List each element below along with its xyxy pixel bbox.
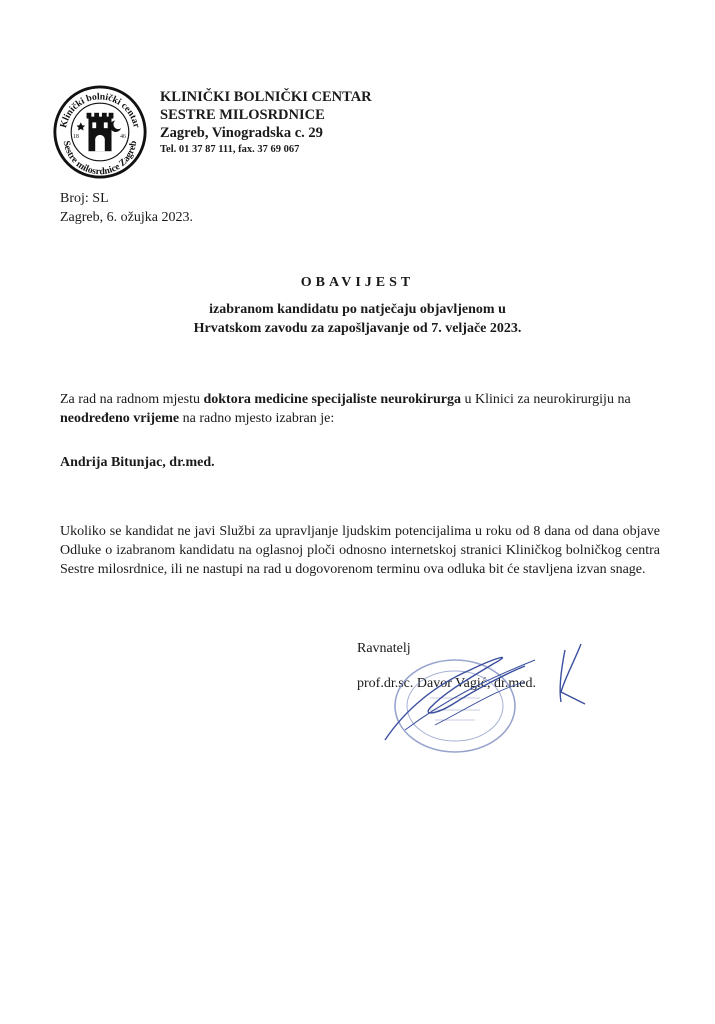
- selection-paragraph: [60, 390, 660, 428]
- p1-text-2: u Klinici za neurokirurgiju na: [461, 392, 631, 407]
- notice-subtitle: [0, 300, 715, 338]
- signatory-name: prof.dr.sc. Davor Vagić, dr.med.: [357, 676, 536, 691]
- official-stamp: [380, 648, 530, 758]
- org-name-line2: SESTRE MILOSRDNICE: [160, 107, 325, 123]
- hospital-seal-logo: [52, 84, 148, 180]
- organization-header: [160, 88, 372, 158]
- svg-text:Sestre milosrdnice Zagreb: Sestre milosrdnice Zagreb: [60, 139, 140, 178]
- org-address: Zagreb, Vinogradska c. 29: [160, 125, 323, 141]
- job-position: doktora medicine specijaliste neurokirurga: [203, 392, 462, 407]
- svg-text:18: 18: [73, 133, 79, 140]
- p1-text-1: Za rad na radnom mjestu: [60, 392, 204, 407]
- reference-number: Broj: SL: [60, 191, 109, 206]
- subtitle-line2: Hrvatskom zavodu za zapošljavanje od 7. veljače 2023.: [193, 321, 522, 336]
- svg-text:46: 46: [120, 133, 126, 140]
- place-date: Zagreb, 6. ožujka 2023.: [60, 210, 193, 225]
- conditions-paragraph: Ukoliko se kandidat ne javi Službi za upravljanje ljudskim potencijalima u roku od 8 dana od dana objave Odluke o izabranom kandidatu na oglasnoj ploči odnosno internetskoj stranici Kliničkog bolničkog centra Sestre milosrdnice, ili ne nastupi na rad u dogovorenom terminu ova odluka bit će stavljena izvan snage.: [60, 524, 660, 577]
- selected-candidate: Andrija Bitunjac, dr.med.: [60, 455, 215, 470]
- signatory-role: Ravnatelj: [357, 641, 411, 656]
- org-contact: Tel. 01 37 87 111, fax. 37 69 067: [160, 144, 300, 155]
- subtitle-line1: izabranom kandidatu po natječaju objavljenom u: [209, 302, 506, 317]
- employment-term: neodređeno vrijeme: [60, 411, 180, 426]
- org-name-line1: KLINIČKI BOLNIČKI CENTAR: [160, 89, 372, 105]
- p1-text-3: na radno mjesto izabran je:: [179, 411, 335, 426]
- svg-text:Klinički bolnički centar: Klinički bolnički centar: [57, 91, 142, 130]
- notice-title: OBAVIJEST: [300, 275, 415, 290]
- reference-block: [60, 189, 193, 227]
